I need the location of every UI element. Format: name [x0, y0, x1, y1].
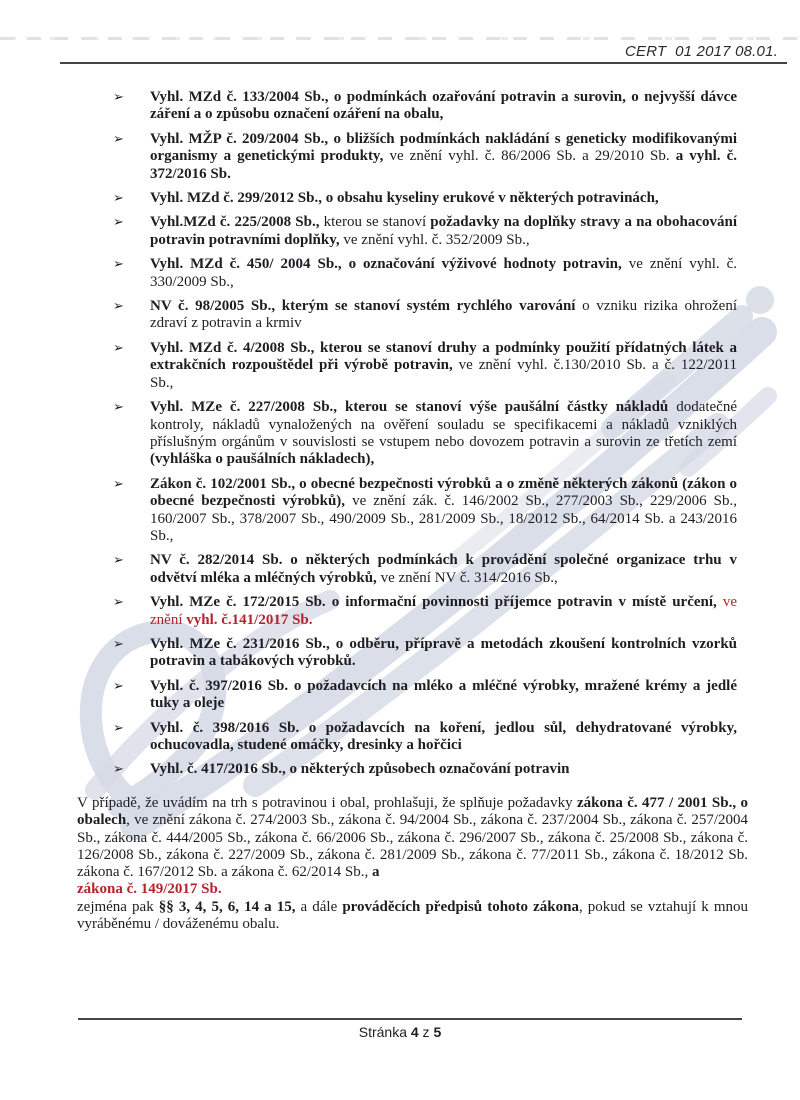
list-item: [113, 720, 737, 755]
bullet-arrow-icon: ➢: [113, 678, 124, 694]
text-run: , ve znění zákona č. 274/2003 Sb., zákona č. 94/2004 Sb., zákona č. 237/2004 Sb., zákona č. 257/2004 Sb., zákona č. 444/2005 Sb., zákona č. 66/2006 Sb., zákona č. 296/2007 Sb., zákona č. 25/2008 Sb., zákona č. 126/2008 Sb., zákona č. 227/2009 Sb., zákona č. 281/2009 Sb., zákona č. 77/2011 Sb., zákona č. 18/2012 Sb. zákona č. 167/2012 Sb. a zákona č. 62/2014 Sb.,: [77, 812, 748, 881]
text-run: Vyhl. MŽP č. 209/2004 Sb., o bližších podmínkách nakládání s geneticky modifikovanými organismy a genetickými produkty,: [150, 130, 737, 165]
text-run: ve znění vyhl. č. 86/2006 Sb. a 29/2010 Sb.: [389, 148, 676, 165]
list-item: [113, 636, 737, 671]
text-run: Vyhl. č. 417/2016 Sb., o některých způsobech označování potravin: [150, 761, 570, 778]
text-run: Vyhl. MZd č. 450/ 2004 Sb., o označování výživové hodnoty potravin,: [150, 256, 629, 273]
header-code: CERT 01 2017 08.01.: [625, 43, 778, 60]
text-run: Stránka: [358, 1024, 411, 1040]
list-item-text: [150, 761, 569, 777]
bullet-arrow-icon: ➢: [113, 595, 124, 611]
bullet-arrow-icon: ➢: [113, 215, 124, 231]
list-item-text: [150, 720, 737, 753]
text-run: kterou se stanoví: [323, 214, 431, 231]
bullet-arrow-icon: ➢: [113, 636, 124, 652]
text-run: ve znění vyhl. č. 330/2009 Sb.,: [150, 256, 737, 290]
text-run: §§ 3, 4, 5, 6, 14 a 15,: [158, 898, 296, 915]
list-item: [113, 214, 737, 249]
text-run: z: [418, 1024, 434, 1040]
bullet-arrow-icon: ➢: [113, 191, 124, 207]
text-run: a vyhl. č. 372/2016 Sb.: [150, 148, 738, 182]
text-run: 4: [410, 1024, 419, 1040]
list-item-text: [150, 89, 737, 122]
list-item-text: [150, 131, 737, 182]
text-run: V případě, že uvádím na trh s potravinou i obal, prohlašuji, že splňuje požadavky: [77, 795, 577, 811]
text-run: ve znění vyhl. č.130/2010 Sb. a č. 122/2011 Sb.,: [150, 357, 737, 391]
list-item-text: [150, 552, 737, 585]
list-item-text: [150, 256, 737, 289]
text-run: 5: [433, 1024, 442, 1040]
text-run: dodatečné kontroly, nákladů vynaložených na ověření souladu se specifikacemi a nákladů vzniklých příslušným orgánům v souvislosti se vstupem nebo dovozem potravin a surovin ze třetích zemí: [150, 399, 737, 450]
text-run: o vzniku rizika ohrožení zdraví z potravin a krmiv: [150, 298, 738, 332]
list-item: [113, 594, 737, 629]
text-run: , pokud se vztahují k mnou vyráběnému / dováženému obalu.: [77, 898, 749, 933]
text-run: Zákon č. 102/2001 Sb., o obecné bezpečnosti výrobků a o změně některých zákonů (zákon o obecné bezpečnosti výrobků),: [150, 475, 737, 510]
text-run: vyhl. č.141/2017 Sb.: [186, 611, 313, 628]
text-run: NV č. 282/2014 Sb. o některých podmínkách k provádění společné organizace trhu v odvětví mléka a mléčných výrobků,: [150, 552, 737, 586]
list-item: [113, 89, 737, 124]
text-run: prováděcích předpisů tohoto zákona: [342, 898, 579, 915]
bullet-arrow-icon: ➢: [113, 476, 124, 492]
text-run: ve znění vyhl. č. 352/2009 Sb.,: [343, 231, 530, 248]
text-run: (vyhláška o paušálních nákladech),: [150, 451, 375, 468]
bullet-arrow-icon: ➢: [113, 299, 124, 315]
list-item: [113, 298, 737, 333]
list-item: [113, 340, 737, 392]
text-run: Vyhl.MZd č. 225/2008 Sb.,: [150, 214, 324, 231]
text-run: zejména pak: [77, 898, 159, 915]
list-item-text: [150, 340, 737, 391]
text-run: Vyhl. MZe č. 231/2016 Sb., o odběru, přípravě a metodách zkoušení kontrolních vzorků potravin a tabákových výrobků.: [150, 635, 737, 670]
text-run: Vyhl. MZd č. 133/2004 Sb., o podmínkách ozařování potravin a surovin, o nejvyšší dávce záření a o způsobu označení ozáření na obalu,: [150, 89, 737, 123]
bullet-arrow-icon: ➢: [113, 400, 124, 416]
list-item-text: [150, 594, 737, 627]
list-item: [113, 476, 737, 546]
list-item-text: [150, 190, 659, 206]
text-run: požadavky na doplňky stravy a na obohacování potravin potravními doplňky,: [150, 214, 738, 248]
text-run: zákona č. 477 / 2001 Sb., o obalech: [77, 795, 748, 829]
bullet-arrow-icon: ➢: [113, 131, 124, 147]
footer-rule: [78, 1018, 742, 1020]
text-run: Vyhl. MZd č. 4/2008 Sb., kterou se stanoví druhy a podmínky použití přídatných látek a extrakčních rozpouštědel při výrobě potravin,: [150, 339, 737, 374]
list-item: [113, 131, 737, 183]
text-run: Vyhl. MZd č. 299/2012 Sb., o obsahu kyseliny erukové v některých potravinách,: [150, 190, 659, 207]
bullet-arrow-icon: ➢: [113, 720, 124, 736]
list-item-text: [150, 476, 737, 544]
text-run: NV č. 98/2005 Sb., kterým se stanoví systém rychlého varování: [150, 298, 583, 315]
declaration-paragraph: [77, 795, 748, 933]
list-item-text: [150, 636, 737, 669]
list-item: [113, 552, 737, 587]
list-item: [113, 190, 737, 207]
list-item: [113, 678, 737, 713]
bullet-arrow-icon: ➢: [113, 257, 124, 273]
text-run: a: [371, 864, 380, 881]
bullet-arrow-icon: ➢: [113, 90, 124, 105]
header-rule: [60, 62, 787, 64]
text-run: Vyhl. MZe č. 172/2015 Sb. o informační povinnosti příjemce potravin v místě určení,: [150, 594, 723, 611]
list-item: [113, 399, 737, 469]
text-run: Vyhl. č. 398/2016 Sb. o požadavcích na koření, jedlou sůl, dehydratované výrobky, ochucovadla, studené omáčky, dresinky a hořčici: [150, 719, 737, 753]
bullet-arrow-icon: ➢: [113, 762, 124, 778]
list-item-text: [150, 214, 737, 247]
list-item: [113, 256, 737, 291]
list-item-text: [150, 678, 737, 711]
text-run: ve znění NV č. 314/2016 Sb.,: [380, 569, 558, 586]
bullet-arrow-icon: ➢: [113, 553, 124, 569]
text-run: Vyhl. MZe č. 227/2008 Sb., kterou se stanoví výše paušální částky nákladů: [150, 399, 677, 416]
bullet-arrow-icon: ➢: [113, 340, 124, 356]
text-run: zákona č. 149/2017 Sb.: [77, 881, 222, 898]
text-run: a dále: [295, 898, 343, 915]
text-run: ve znění: [150, 594, 737, 628]
scan-artifact-line: [0, 37, 800, 40]
list-item-text: [150, 298, 737, 331]
list-item: [113, 761, 737, 778]
text-run: ve znění zák. č. 146/2002 Sb., 277/2003 Sb., 229/2006 Sb., 160/2007 Sb., 378/2007 Sb., 490/2009 Sb., 281/2009 Sb., 18/2012 Sb., 64/2014 Sb. a 243/2016 Sb.,: [150, 493, 737, 544]
page-footer: [0, 1024, 800, 1040]
decree-list: [113, 89, 737, 786]
list-item-text: [150, 399, 737, 467]
text-run: Vyhl. č. 397/2016 Sb. o požadavcích na mléko a mléčné výrobky, mražené krémy a jedlé tuky a oleje: [150, 677, 737, 712]
